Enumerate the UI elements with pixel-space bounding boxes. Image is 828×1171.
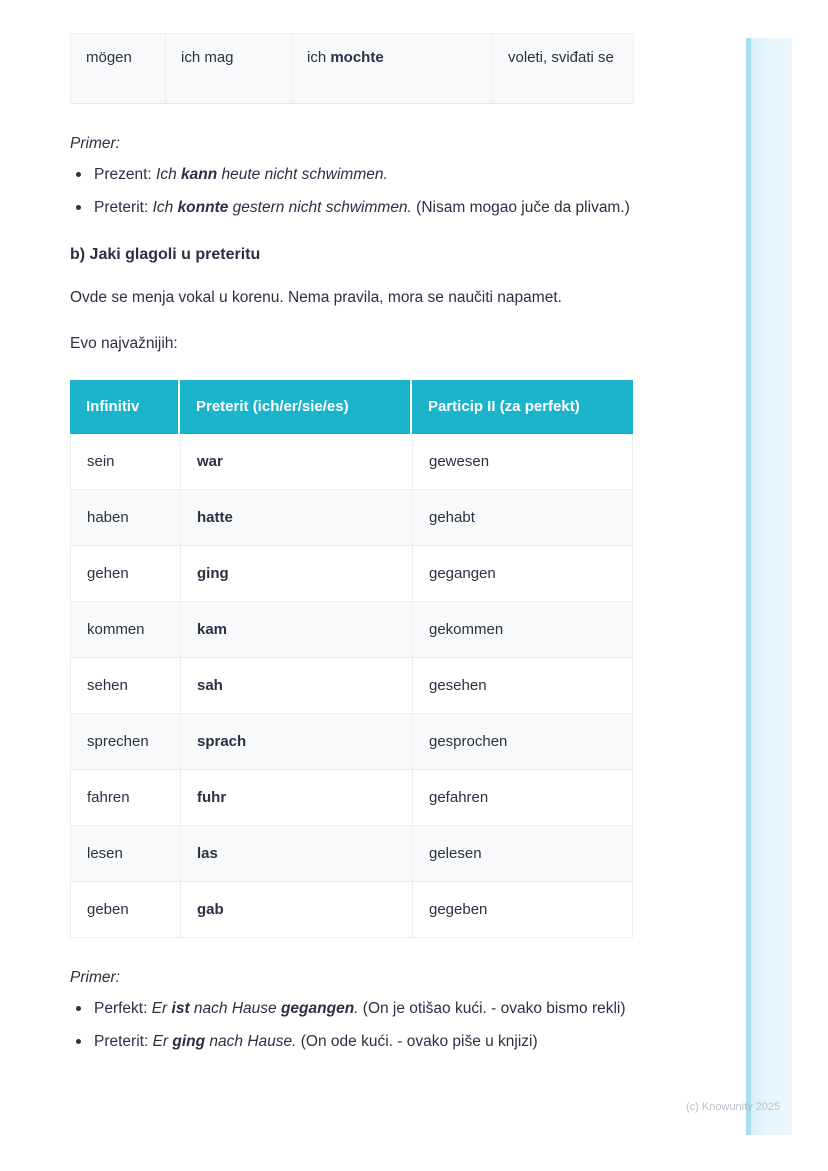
table-cell: geben [71,882,181,937]
table-row [70,546,633,602]
text-segment: . [354,1000,359,1018]
modal-verbs-table-partial [70,33,633,104]
page-scrollbar[interactable] [746,38,792,1135]
text-segment: Primer: [70,135,120,152]
table-cell [166,34,292,104]
example-list [70,997,633,1054]
table-cell: gekommen [429,621,504,639]
table-row [70,882,633,938]
example-list [70,163,633,220]
table-cell: gehabt [429,509,475,527]
text-segment: Perfekt: [94,1000,152,1018]
table-cell: kam [181,602,413,657]
table-row [70,714,633,770]
text-segment: mochte [330,49,384,66]
text-segment: (Nisam mogao juče da plivam.) [411,199,630,217]
text-segment: (On je otišao kući. - ovako bismo rekli) [358,1000,626,1018]
table-cell: las [181,826,413,881]
list-item [70,997,633,1021]
table-row [70,490,633,546]
table-cell: gegangen [429,565,496,583]
strong-verbs-table [70,380,633,938]
text-segment: Primer: [70,969,120,987]
section-heading: b) Jaki glagoli u preteritu [70,246,261,264]
table-cell: haben [71,490,181,545]
text-segment: Ich [156,166,182,183]
section-intro: Ovde se menja vokal u korenu. Nema pravila, mora se naučiti napamet. [70,289,562,307]
text-segment: nach Hause. [205,1033,297,1051]
text-segment: Preterit: [94,199,153,217]
table-cell: kommen [71,602,181,657]
table-header-row [70,380,633,434]
table-row [70,434,633,490]
table-cell: gefahren [429,789,489,807]
text-segment: voleti, sviđati se [508,49,614,66]
text-segment: ich mag [181,49,234,66]
table-cell [292,34,493,104]
table-header-cell: Particip II (za perfekt) [428,398,580,416]
table-cell: sprechen [71,714,181,769]
text-segment: nach Hause [189,1000,281,1018]
text-segment: ging [172,1033,206,1051]
table-cell: lesen [71,826,181,881]
table-row [70,602,633,658]
table-cell: hatte [181,490,413,545]
text-segment: Preterit: [94,1033,153,1051]
table-row [70,770,633,826]
text-segment: mögen [86,49,132,66]
section-lead-in: Evo najvažnijih: [70,335,178,353]
text-segment: Er [152,1033,173,1051]
text-segment: gestern nicht schwimmen. [228,199,412,217]
text-segment: gegangen [280,1000,355,1018]
list-item [70,196,633,220]
table-cell: ging [181,546,413,601]
verbs-table-body [70,434,633,938]
text-segment: heute nicht schwimmen. [217,166,388,183]
table-cell: sein [71,434,181,489]
table-cell: gesprochen [429,733,508,751]
table-cell [493,34,634,104]
text-segment: kann [181,166,218,183]
list-item [70,1030,633,1054]
table-cell: gesehen [429,677,487,695]
table-cell: gegeben [429,901,488,919]
table-cell: fuhr [181,770,413,825]
table-cell: gewesen [429,453,490,471]
example-label [70,969,633,987]
table-cell: gab [181,882,413,937]
table-header-cell: Infinitiv [70,380,180,434]
table-cell: sehen [71,658,181,713]
table-row [70,826,633,882]
table-cell: sah [181,658,413,713]
list-item [70,163,633,187]
text-segment: (On ode kući. - ovako piše u knjizi) [296,1033,538,1051]
example-label [70,135,633,153]
copyright-watermark: (c) Knowunity 2025 [686,1101,781,1113]
text-segment: Er [151,1000,172,1018]
text-segment: Ich [152,199,178,217]
table-cell: gehen [71,546,181,601]
table-cell: sprach [181,714,413,769]
text-segment: ist [171,1000,190,1018]
table-cell [71,34,166,104]
table-cell: gelesen [429,845,482,863]
text-segment: konnte [177,199,229,217]
text-segment: Prezent: [94,166,157,183]
text-segment: ich [307,49,331,66]
table-cell: fahren [71,770,181,825]
document-page [70,0,633,1054]
table-row [70,658,633,714]
table-cell: war [181,434,413,489]
table-header-cell: Preterit (ich/er/sie/es) [180,380,412,434]
